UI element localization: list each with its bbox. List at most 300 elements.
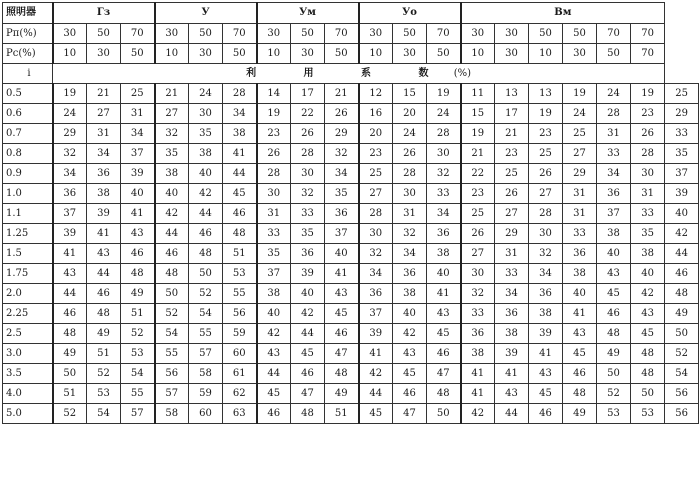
table-row [3,364,699,384]
room-index-cell: 1.75 [3,264,53,284]
table-cell: 46 [53,304,87,324]
table-cell: 52 [155,304,189,324]
table-cell: 27 [155,104,189,124]
table-cell: 28 [631,144,665,164]
table-cell: 23 [461,184,495,204]
table-cell: 28 [427,124,461,144]
table-cell: 42 [393,324,427,344]
table-cell: 19 [53,84,87,104]
table-row [3,304,699,324]
table-cell: 52 [189,284,223,304]
table-cell: 70 [223,24,257,44]
table-cell: 26 [529,164,563,184]
table-cell: 35 [665,144,699,164]
table-cell: 53 [597,404,631,424]
table-cell: 50 [393,24,427,44]
table-cell: 45 [359,404,393,424]
table-cell: 48 [189,244,223,264]
table-cell: 33 [427,184,461,204]
table-cell: 55 [121,384,155,404]
table-cell: 48 [291,404,325,424]
table-cell: 32 [291,184,325,204]
table-cell: 24 [393,124,427,144]
table-cell: 32 [325,144,359,164]
table-cell: 24 [427,104,461,124]
table-cell: 48 [665,284,699,304]
table-cell: 42 [189,184,223,204]
table-cell: 10 [53,44,87,64]
table-cell: 58 [189,364,223,384]
table-cell: 57 [155,384,189,404]
table-cell: 38 [155,164,189,184]
table-cell: 48 [87,304,121,324]
table-cell: 40 [189,164,223,184]
table-cell: 20 [393,104,427,124]
table-cell: 49 [121,284,155,304]
table-cell: 31 [393,204,427,224]
table-cell: 36 [461,324,495,344]
table-cell: 50 [427,404,461,424]
table-row [3,104,699,124]
table-cell: 14 [257,84,291,104]
room-index-cell: 2.5 [3,324,53,344]
table-cell: 44 [665,244,699,264]
table-cell: 42 [257,324,291,344]
pc-label: Pс(%) [3,44,53,64]
table-cell: 36 [563,244,597,264]
table-cell: 55 [223,284,257,304]
table-cell: 37 [597,204,631,224]
table-cell: 59 [189,384,223,404]
table-cell: 45 [257,384,291,404]
table-cell: 44 [53,284,87,304]
table-cell: 70 [325,24,359,44]
table-row [3,324,699,344]
table-cell: 50 [155,284,189,304]
table-cell: 39 [121,164,155,184]
table-cell: 57 [121,404,155,424]
table-cell: 28 [223,84,257,104]
table-cell: 15 [461,104,495,124]
table-cell: 41 [121,204,155,224]
table-cell: 43 [529,364,563,384]
table-cell: 36 [87,164,121,184]
table-cell: 46 [291,364,325,384]
table-cell: 41 [359,344,393,364]
table-cell: 48 [597,324,631,344]
table-cell: 19 [461,124,495,144]
table-cell: 42 [665,224,699,244]
room-index-cell: 1.0 [3,184,53,204]
table-cell: 48 [563,384,597,404]
table-cell: 38 [189,144,223,164]
table-cell: 41 [53,244,87,264]
table-cell: 40 [155,184,189,204]
table-cell: 46 [223,204,257,224]
table-cell: 50 [325,44,359,64]
table-cell: 44 [223,164,257,184]
table-cell: 49 [53,344,87,364]
table-cell: 25 [563,124,597,144]
table-cell: 21 [155,84,189,104]
table-cell: 36 [597,184,631,204]
table-cell: 35 [155,144,189,164]
table-cell: 45 [631,324,665,344]
table-cell: 39 [495,344,529,364]
table-cell: 30 [257,184,291,204]
table-cell: 30 [495,44,529,64]
table-cell: 25 [461,204,495,224]
table-cell: 48 [325,364,359,384]
table-cell: 34 [529,264,563,284]
table-cell: 38 [257,284,291,304]
table-cell: 34 [495,284,529,304]
table-cell: 43 [121,224,155,244]
table-cell: 25 [665,84,699,104]
table-cell: 37 [257,264,291,284]
table-cell: 34 [223,104,257,124]
table-cell: 10 [461,44,495,64]
room-index-cell: 0.7 [3,124,53,144]
table-cell: 23 [631,104,665,124]
table-row [3,204,699,224]
table-cell: 49 [597,344,631,364]
table-cell: 56 [155,364,189,384]
table-cell: 36 [529,284,563,304]
table-cell: 42 [359,364,393,384]
table-cell: 34 [393,244,427,264]
room-index-cell: 3.0 [3,344,53,364]
table-cell: 30 [189,104,223,124]
table-cell: 26 [257,144,291,164]
table-cell: 52 [665,344,699,364]
table-cell: 17 [291,84,325,104]
table-cell: 26 [461,224,495,244]
table-row [3,264,699,284]
table-cell: 51 [121,304,155,324]
table-cell: 50 [291,24,325,44]
table-cell: 17 [495,104,529,124]
table-cell: 43 [53,264,87,284]
table-cell: 27 [563,144,597,164]
table-cell: 33 [257,224,291,244]
group-header-um: Ум [257,3,359,24]
table-cell: 62 [223,384,257,404]
table-cell: 30 [631,164,665,184]
table-cell: 27 [529,184,563,204]
table-cell: 70 [427,24,461,44]
table-cell: 48 [427,384,461,404]
table-cell: 33 [461,304,495,324]
table-cell: 39 [291,264,325,284]
table-cell: 53 [87,384,121,404]
table-cell: 45 [325,304,359,324]
table-cell: 20 [359,124,393,144]
table-cell: 46 [87,284,121,304]
table-cell: 34 [325,164,359,184]
table-cell: 13 [495,84,529,104]
table-cell: 28 [359,204,393,224]
table-cell: 26 [495,184,529,204]
table-cell: 32 [529,244,563,264]
table-cell: 40 [665,204,699,224]
table-cell: 29 [495,224,529,244]
table-cell: 31 [87,124,121,144]
table-cell: 40 [597,244,631,264]
table-cell: 30 [495,24,529,44]
table-cell: 29 [563,164,597,184]
table-cell: 35 [325,184,359,204]
table-cell: 46 [597,304,631,324]
table-cell: 29 [325,124,359,144]
table-row [3,124,699,144]
table-cell: 10 [359,44,393,64]
table-row [3,244,699,264]
luminaire-header: 照明器 [3,3,53,24]
table-cell: 38 [393,284,427,304]
table-cell: 41 [223,144,257,164]
table-cell: 15 [393,84,427,104]
table-cell: 26 [291,124,325,144]
table-cell: 43 [393,344,427,364]
table-cell: 27 [461,244,495,264]
table-cell: 50 [597,44,631,64]
table-cell: 55 [155,344,189,364]
table-cell: 37 [325,224,359,244]
room-index-cell: 0.6 [3,104,53,124]
table-cell: 49 [563,404,597,424]
table-cell: 41 [87,224,121,244]
table-cell: 48 [223,224,257,244]
table-cell: 46 [257,404,291,424]
table-cell: 70 [597,24,631,44]
table-cell: 40 [563,284,597,304]
table-cell: 46 [325,324,359,344]
table-cell: 23 [359,144,393,164]
table-cell: 28 [529,204,563,224]
table-cell: 31 [597,124,631,144]
table-cell: 50 [121,44,155,64]
table-cell: 19 [427,84,461,104]
table-cell: 50 [189,24,223,44]
table-cell: 49 [665,304,699,324]
table-cell: 56 [223,304,257,324]
table-cell: 54 [121,364,155,384]
table-cell: 38 [461,344,495,364]
table-cell: 13 [529,84,563,104]
table-cell: 59 [223,324,257,344]
table-cell: 29 [665,104,699,124]
table-cell: 52 [597,384,631,404]
table-cell: 30 [359,224,393,244]
table-cell: 57 [189,344,223,364]
room-index-cell: 0.5 [3,84,53,104]
caption-unit: (%) [453,67,472,79]
table-cell: 30 [53,24,87,44]
group-header-vm: Вм [461,3,665,24]
table-cell: 33 [563,224,597,244]
table-cell: 36 [359,284,393,304]
table-cell: 43 [495,384,529,404]
table-cell: 37 [359,304,393,324]
room-index-cell: 0.8 [3,144,53,164]
table-cell: 19 [529,104,563,124]
table-cell: 25 [121,84,155,104]
table-cell: 43 [631,304,665,324]
table-cell: 38 [87,184,121,204]
table-cell: 41 [461,364,495,384]
table-cell: 36 [427,224,461,244]
table-cell: 54 [87,404,121,424]
table-cell: 48 [631,364,665,384]
table-cell: 41 [427,284,461,304]
table-cell: 33 [291,204,325,224]
table-row [3,164,699,184]
table-cell: 50 [529,24,563,44]
table-cell: 47 [427,364,461,384]
table-cell: 25 [529,144,563,164]
table-cell: 70 [631,24,665,44]
table-cell: 56 [665,404,699,424]
table-cell: 26 [325,104,359,124]
table-cell: 21 [325,84,359,104]
table-cell: 34 [121,124,155,144]
table-cell: 23 [257,124,291,144]
table-cell: 29 [53,124,87,144]
table-cell: 52 [87,364,121,384]
table-cell: 10 [155,44,189,64]
table-cell: 16 [359,104,393,124]
table-cell: 43 [325,284,359,304]
table-cell: 27 [87,104,121,124]
table-cell: 38 [597,224,631,244]
table-cell: 45 [223,184,257,204]
table-cell: 46 [427,344,461,364]
table-cell: 31 [495,244,529,264]
table-cell: 46 [665,264,699,284]
table-cell: 70 [121,24,155,44]
table-cell: 43 [427,304,461,324]
table-cell: 26 [393,144,427,164]
table-cell: 40 [393,304,427,324]
table-cell: 32 [155,124,189,144]
table-cell: 60 [223,344,257,364]
header-row-pn [3,24,699,44]
table-cell: 44 [155,224,189,244]
table-cell: 47 [393,404,427,424]
table-cell: 40 [257,304,291,324]
table-cell: 50 [597,364,631,384]
table-cell: 41 [563,304,597,324]
table-cell: 34 [597,164,631,184]
table-cell: 37 [53,204,87,224]
table-cell: 32 [393,224,427,244]
table-cell: 70 [631,44,665,64]
pn-label: Pп(%) [3,24,53,44]
table-cell: 23 [529,124,563,144]
table-cell: 50 [53,364,87,384]
table-cell: 56 [665,384,699,404]
table-row [3,344,699,364]
table-cell: 42 [461,404,495,424]
table-cell: 27 [495,204,529,224]
table-cell: 22 [291,104,325,124]
table-row [3,404,699,424]
table-cell: 24 [597,84,631,104]
table-cell: 32 [427,164,461,184]
table-cell: 50 [87,24,121,44]
group-header-gz: Гз [53,3,155,24]
table-cell: 46 [529,404,563,424]
room-index-cell: 1.1 [3,204,53,224]
table-cell: 24 [189,84,223,104]
table-cell: 36 [495,304,529,324]
table-cell: 30 [393,184,427,204]
table-cell: 37 [665,164,699,184]
table-cell: 24 [563,104,597,124]
table-cell: 11 [461,84,495,104]
room-index-cell: 4.0 [3,384,53,404]
table-cell: 54 [189,304,223,324]
table-cell: 21 [495,124,529,144]
table-cell: 35 [291,224,325,244]
table-cell: 43 [257,344,291,364]
table-cell: 35 [631,224,665,244]
table-cell: 25 [359,164,393,184]
table-cell: 31 [563,184,597,204]
table-cell: 30 [461,24,495,44]
table-cell: 19 [257,104,291,124]
table-cell: 50 [223,44,257,64]
table-cell: 45 [291,344,325,364]
table-cell: 30 [359,24,393,44]
table-cell: 44 [359,384,393,404]
room-index-cell: 0.9 [3,164,53,184]
table-cell: 53 [223,264,257,284]
table-cell: 33 [631,204,665,224]
table-cell: 43 [87,244,121,264]
table-cell: 36 [393,264,427,284]
table-cell: 28 [393,164,427,184]
table-cell: 44 [257,364,291,384]
table-cell: 53 [121,344,155,364]
table-cell: 32 [359,244,393,264]
table-cell: 30 [87,44,121,64]
table-row [3,224,699,244]
table-cell: 48 [155,264,189,284]
table-cell: 55 [189,324,223,344]
room-index-cell: 5.0 [3,404,53,424]
table-cell: 45 [393,364,427,384]
table-cell: 51 [53,384,87,404]
room-index-cell: 1.25 [3,224,53,244]
table-cell: 47 [291,384,325,404]
table-cell: 35 [189,124,223,144]
table-row [3,384,699,404]
table-cell: 21 [87,84,121,104]
table-cell: 41 [529,344,563,364]
table-cell: 34 [87,144,121,164]
table-cell: 36 [291,244,325,264]
table-cell: 10 [257,44,291,64]
table-cell: 49 [87,324,121,344]
room-index-cell: 1.5 [3,244,53,264]
caption-cell [53,64,665,84]
room-index-cell: 2.25 [3,304,53,324]
table-row [3,184,699,204]
table-cell: 28 [257,164,291,184]
table-cell: 50 [563,24,597,44]
